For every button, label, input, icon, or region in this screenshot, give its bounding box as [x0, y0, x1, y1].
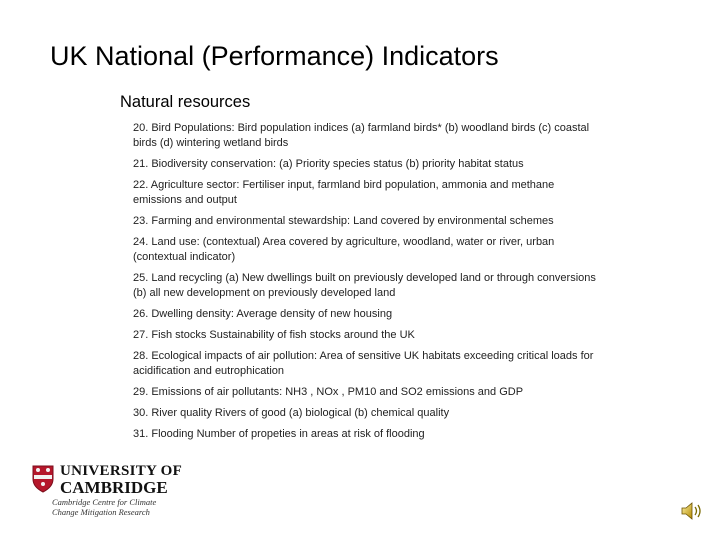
logo-university-text: UNIVERSITY OF	[60, 463, 183, 479]
list-item: 27. Fish stocks Sustainability of fish stocks around the UK	[133, 329, 415, 341]
university-logo	[32, 463, 183, 523]
section-heading: Natural resources	[120, 93, 251, 111]
logo-cambridge-text: CAMBRIDGE	[60, 478, 168, 497]
crest-icon	[32, 465, 54, 493]
list-item: 22. Agriculture sector: Fertiliser input, farmland bird population, ammonia and methane emissions and output	[133, 179, 555, 206]
list-item: 28. Ecological impacts of air pollution: Area of sensitive UK habitats exceeding critical loads for acidification and eutrophication	[133, 350, 594, 377]
speaker-icon[interactable]	[680, 500, 704, 522]
list-item: 20. Bird Populations: Bird population indices (a) farmland birds* (b) woodland birds (c) coastal birds (d) wintering wetland birds	[133, 122, 590, 149]
list-item: 31. Flooding Number of propeties in areas at risk of flooding	[133, 428, 425, 440]
list-item: 30. River quality Rivers of good (a) biological (b) chemical quality	[133, 407, 450, 419]
list-item: 21. Biodiversity conservation: (a) Priority species status (b) priority habitat status	[133, 158, 524, 170]
logo-centre-text: Cambridge Centre for Climate	[52, 497, 157, 507]
list-item: 25. Land recycling (a) New dwellings built on previously developed land or through conversions (b) all new development on previously developed land	[133, 272, 596, 299]
list-item: 29. Emissions of air pollutants: NH3 , NOx , PM10 and SO2 emissions and GDP	[133, 386, 524, 398]
list-item: 23. Farming and environmental stewardship: Land covered by environmental schemes	[133, 215, 554, 227]
logo-centre-text-2: Change Mitigation Research	[52, 507, 150, 517]
slide-title: UK National (Performance) Indicators	[50, 41, 499, 71]
indicator-list	[133, 121, 603, 448]
list-item: 26. Dwelling density: Average density of new housing	[133, 308, 393, 320]
list-item: 24. Land use: (contextual) Area covered by agriculture, woodland, water or river, urban (contextual indicator)	[133, 236, 555, 263]
